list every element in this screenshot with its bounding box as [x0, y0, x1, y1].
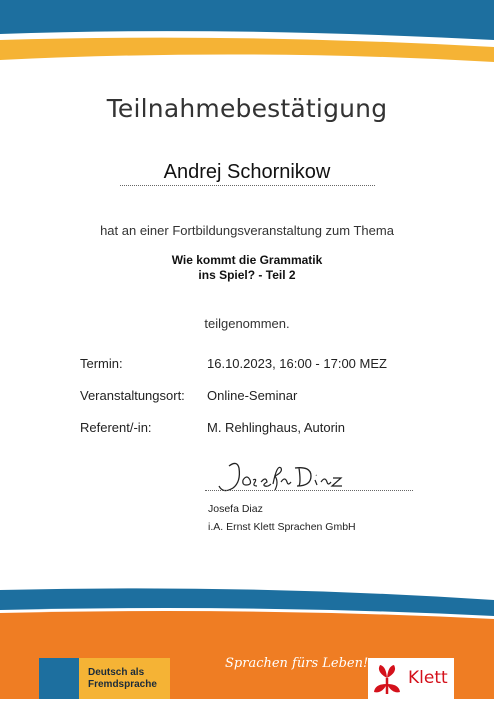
handwritten-signature [215, 458, 345, 498]
signature-line [205, 490, 413, 491]
klett-brand: Klett [408, 668, 448, 688]
daf-logo-accent [39, 658, 79, 699]
location-value: Online-Seminar [207, 388, 298, 403]
slogan: Sprachen fürs Leben! [225, 656, 369, 671]
topic-line-2: ins Spiel? - Teil 2 [198, 268, 296, 282]
daf-label-line-1: Deutsch als [88, 667, 145, 678]
speaker-value: M. Rehlinghaus, Autorin [207, 420, 346, 435]
name-underline [120, 185, 375, 186]
date-label: Termin: [80, 356, 123, 371]
participant-name: Andrej Schornikow [163, 161, 331, 183]
daf-label-line-2: Fremdsprache [88, 679, 157, 690]
seminar-topic [0, 253, 494, 283]
signer-name: Josefa Diaz [208, 503, 263, 515]
signer-block [208, 500, 356, 536]
daf-label [88, 667, 157, 691]
certificate-title: Teilnahmebestätigung [106, 94, 388, 123]
speaker-label: Referent/-in: [80, 420, 152, 435]
top-decorative-band [0, 0, 494, 62]
topic-line-1: Wie kommt die Grammatik [171, 253, 323, 267]
date-value: 16.10.2023, 16:00 - 17:00 MEZ [207, 356, 387, 371]
location-label: Veranstaltungsort: [80, 388, 185, 403]
completed-text: teilgenommen. [204, 316, 290, 331]
signer-organization: i.A. Ernst Klett Sprachen GmbH [208, 521, 356, 533]
intro-text: hat an einer Fortbildungsveranstaltung zum Thema [100, 223, 394, 238]
klett-clover-icon [372, 662, 402, 696]
